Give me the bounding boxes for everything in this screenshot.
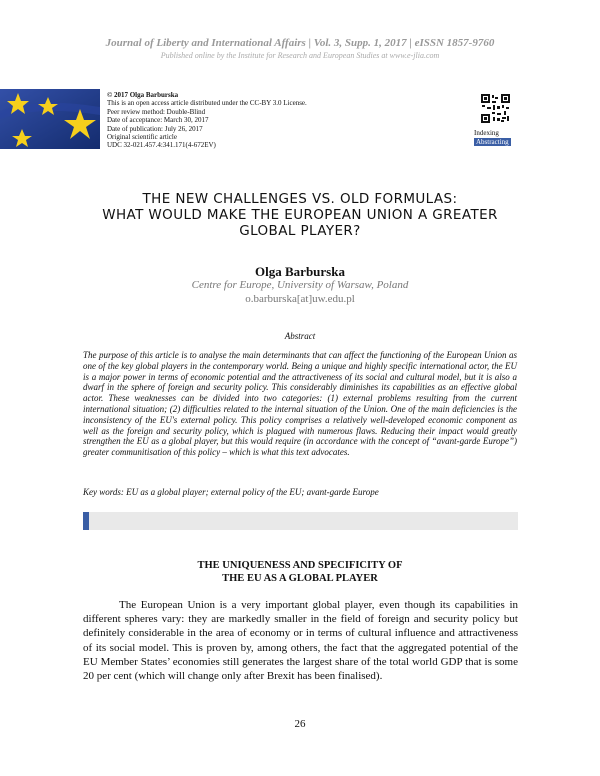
section-heading (0, 560, 600, 585)
udc-line: UDC 32-021.457.4:341.171(4-672EV) (107, 141, 216, 150)
author-name: Olga Barburska (255, 264, 345, 279)
indexing-label: Indexing (474, 129, 499, 137)
review-line: Peer review method: Double-Blind (107, 107, 206, 116)
abstract-text: The purpose of this article is to analyse the main determinants that can affect the functioning of the European Union as one of the key global players in the contemporary world. Being a unique and highly specific international actor, the EU is a major power in terms of economic potential and the attractiveness of its social and cultural model, but it is also a dwarf in the sphere of foreign and security policy. This considerably diminishes its capabilities as an effective global actor. These weaknesses can be divided into two categories: (1) external problems resulting from the current international situation; (2) difficulties related to the internal situation of the Union. One of the main deficiencies is the inconsistency of the EU's external policy. This policy comprises a relatively well-developed economic component as well as the foreign and security policy, which is plagued with numerous flaws. Reducing their impact would greatly strengthen the EU as a global player, but this would require (in accordance with the concept of “avant-garde Europe”) greater communitisation of this policy – which is what this text advocates. (83, 350, 517, 458)
published-note: Published online by the Institute for Research and European Studies at www.e-jlia.com (160, 51, 440, 60)
title-line: WHAT WOULD MAKE THE EUROPEAN UNION A GREATER (102, 207, 498, 223)
article-type-line: Original scientific article (107, 133, 177, 142)
indexing-badge[interactable] (474, 129, 511, 146)
journal-citation: Journal of Liberty and International Affairs | Vol. 3, Supp. 1, 2017 | eISSN 1857-9760 (105, 37, 495, 49)
divider-accent (83, 512, 89, 530)
section-heading-line: THE UNIQUENESS AND SPECIFICITY OF (197, 560, 403, 571)
publication-line: Date of publication: July 26, 2017 (107, 124, 203, 133)
license-line: This is an open access article distributed under the CC-BY 3.0 License. (107, 99, 307, 108)
accepted-line: Date of acceptance: March 30, 2017 (107, 116, 209, 125)
eu-flag-image (0, 89, 100, 149)
abstracting-label: Abstracting (476, 138, 509, 146)
abstract-heading: Abstract (284, 331, 316, 341)
author-affiliation: Centre for Europe, University of Warsaw, Poland (191, 279, 409, 291)
qr-code-icon[interactable] (481, 94, 510, 123)
section-heading-line: THE EU AS A GLOBAL PLAYER (222, 572, 378, 584)
keywords: Key words: EU as a global player; external policy of the EU; avant-garde Europe (83, 487, 379, 497)
copyright-line: © 2017 Olga Barburska (107, 91, 179, 99)
section-divider (83, 512, 518, 530)
page-number: 26 (294, 718, 306, 730)
body-paragraph: The European Union is a very important global player, even though its capabilities in different spheres vary: they are markedly smaller in the field of foreign and security policy but definitely considerable in the area of economy or in terms of cultural influence and attractiveness of its social model. This is proven by, among others, the fact that the aggregated potential of the EU Member States’ economies still generates the largest share of the total world GDP that is some 20 per cent (which will change only after Brexit has been finalised). (83, 599, 518, 683)
title-line: GLOBAL PLAYER? (239, 223, 361, 239)
title-line: THE NEW CHALLENGES VS. OLD FORMULAS: (142, 191, 458, 207)
author-email: o.barburska[at]uw.edu.pl (245, 293, 355, 305)
article-title (0, 191, 600, 239)
article-meta (107, 91, 307, 150)
